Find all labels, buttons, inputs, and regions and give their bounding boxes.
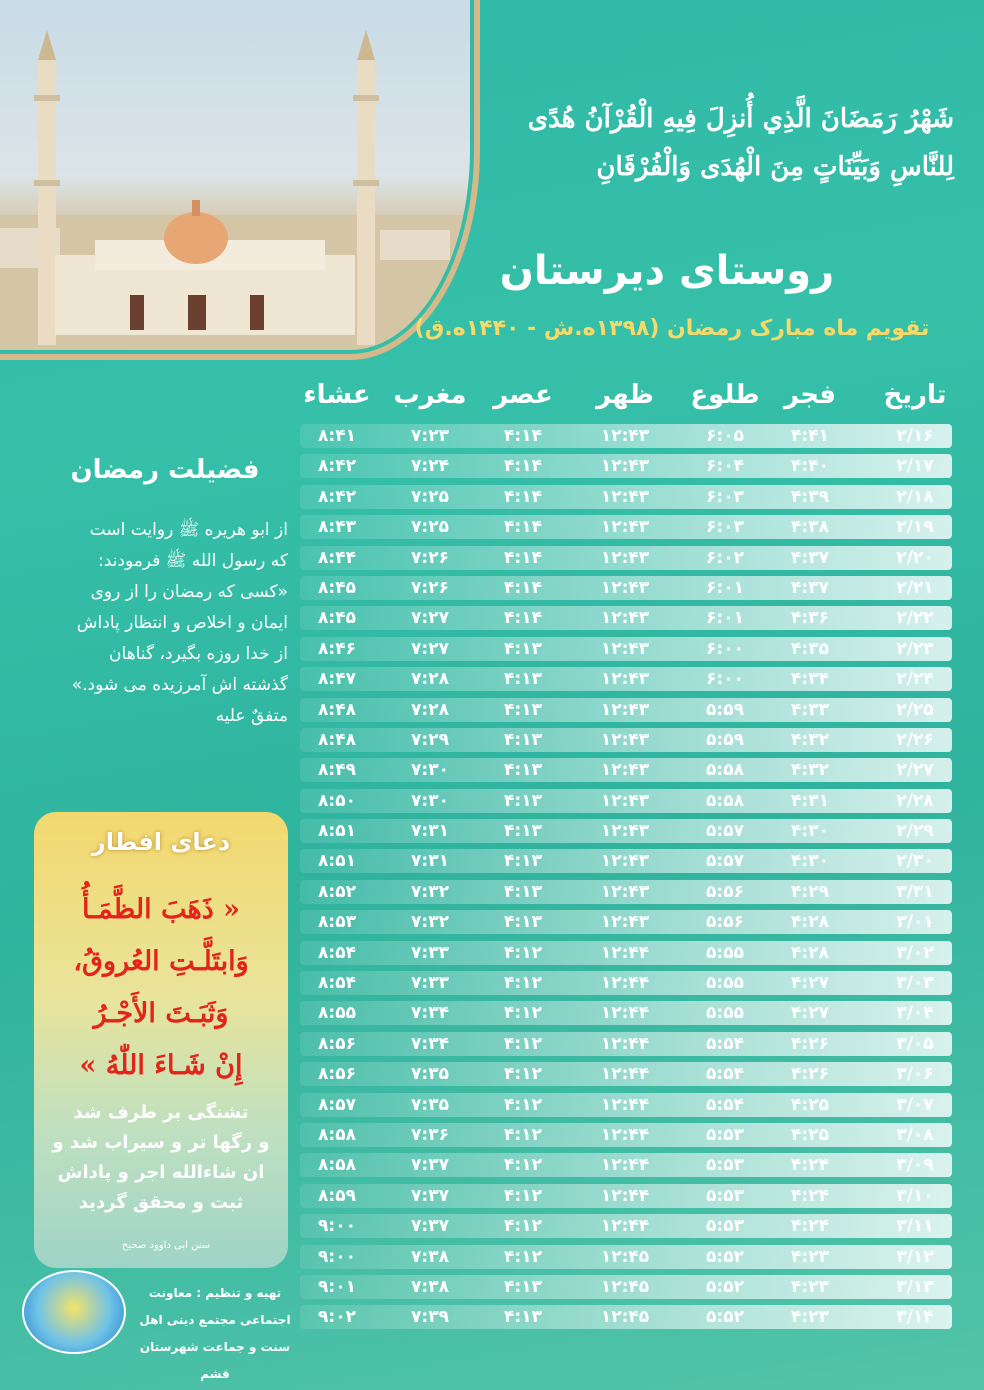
dua-arabic-line: إِنْ شَـاءَ اللّٰهُ » (79, 1050, 243, 1081)
cell-asr: ۴:۱۲ (504, 1246, 542, 1267)
cell-date: ۳/۱۴ (896, 1307, 934, 1328)
cell-date: ۳/۰۱ (896, 912, 934, 933)
cell-asr: ۴:۱۳ (504, 669, 542, 690)
credits-line: اجتماعی مجتمع دینی اهل (139, 1313, 291, 1327)
cell-dhuhr: ۱۲:۴۴ (600, 1094, 650, 1115)
cell-sunrise: ۵:۵۴ (706, 1033, 744, 1054)
cell-asr: ۴:۱۳ (504, 912, 542, 933)
dua-arabic-line: وَثَبَـتَ الأَجْـرُ (93, 998, 229, 1029)
cell-date: ۲/۲۹ (896, 821, 934, 842)
cell-date: ۲/۲۳ (896, 638, 934, 659)
cell-asr: ۴:۱۴ (504, 486, 542, 507)
table-row (300, 698, 952, 722)
cell-isha: ۸:۴۷ (318, 669, 356, 690)
cell-maghrib: ۷:۲۵ (411, 486, 449, 507)
cell-fajr: ۴:۳۳ (791, 699, 829, 720)
cell-fajr: ۴:۲۵ (791, 1124, 829, 1145)
cell-asr: ۴:۱۲ (504, 1033, 542, 1054)
cell-dhuhr: ۱۲:۴۳ (600, 486, 650, 507)
cell-maghrib: ۷:۳۲ (411, 912, 449, 933)
cell-asr: ۴:۱۳ (504, 699, 542, 720)
cell-isha: ۸:۴۹ (318, 760, 356, 781)
organization-logo (22, 1270, 126, 1354)
cell-fajr: ۴:۲۵ (791, 1094, 829, 1115)
cell-maghrib: ۷:۲۸ (411, 699, 449, 720)
cell-sunrise: ۶:۰۱ (706, 608, 744, 629)
cell-maghrib: ۷:۲۶ (411, 547, 449, 568)
table-row (300, 819, 952, 843)
cell-dhuhr: ۱۲:۴۴ (600, 973, 650, 994)
table-row (300, 728, 952, 752)
table-row (300, 515, 952, 539)
dua-translation-line: و رگها تر و سیراب شد و (52, 1132, 270, 1153)
cell-sunrise: ۵:۵۶ (706, 912, 744, 933)
table-row (300, 1245, 952, 1269)
cell-isha: ۸:۴۴ (318, 547, 356, 568)
cell-date: ۳/۰۷ (896, 1094, 934, 1115)
cell-maghrib: ۷:۲۷ (411, 608, 449, 629)
cell-asr: ۴:۱۲ (504, 973, 542, 994)
dua-arabic-line: وَابتَلَّـتِ العُروقُ، (73, 946, 249, 977)
cell-sunrise: ۵:۵۸ (706, 790, 744, 811)
cell-asr: ۴:۱۳ (504, 821, 542, 842)
cell-maghrib: ۷:۳۷ (411, 1185, 449, 1206)
calendar-subtitle: تقویم ماه مبارک رمضان (۱۳۹۸ه.ش - ۱۴۴۰ه.ق) (414, 316, 930, 341)
table-row (300, 1305, 952, 1329)
table-row (300, 1153, 952, 1177)
cell-sunrise: ۵:۵۸ (706, 760, 744, 781)
cell-asr: ۴:۱۴ (504, 426, 542, 446)
cell-asr: ۴:۱۲ (504, 942, 542, 963)
col-header-dhuhr: ظهر (596, 380, 654, 410)
cell-sunrise: ۵:۵۲ (706, 1307, 744, 1328)
table-row (300, 1214, 952, 1238)
cell-isha: ۸:۵۷ (318, 1094, 356, 1115)
quran-line-1: شَهْرُ رَمَضَانَ الَّذِي أُنزِلَ فِيهِ الْقُرْآنُ هُدًى (527, 104, 954, 134)
cell-fajr: ۴:۳۰ (791, 851, 829, 872)
dua-translation-line: ان شاءالله اجر و پاداش (57, 1162, 265, 1183)
cell-isha: ۸:۵۱ (318, 821, 356, 842)
cell-maghrib: ۷:۳۹ (411, 1307, 449, 1328)
cell-sunrise: ۶:۰۵ (706, 426, 744, 446)
cell-fajr: ۴:۳۷ (791, 577, 829, 598)
cell-date: ۳/۰۲ (896, 942, 934, 963)
cell-date: ۲/۳۰ (896, 851, 934, 872)
cell-fajr: ۴:۲۶ (791, 1033, 829, 1054)
cell-dhuhr: ۱۲:۴۳ (600, 821, 650, 842)
cell-dhuhr: ۱۲:۴۳ (600, 729, 650, 750)
cell-maghrib: ۷:۳۰ (411, 790, 449, 811)
cell-fajr: ۴:۲۴ (791, 1216, 829, 1237)
cell-dhuhr: ۱۲:۴۴ (600, 1185, 650, 1206)
cell-date: ۲/۲۲ (896, 608, 934, 629)
table-row (300, 758, 952, 782)
table-row (300, 576, 952, 600)
cell-fajr: ۴:۲۴ (791, 1155, 829, 1176)
cell-isha: ۸:۵۶ (318, 1064, 356, 1085)
prayer-times-table (300, 424, 952, 1336)
table-row (300, 1032, 952, 1056)
cell-asr: ۴:۱۳ (504, 729, 542, 750)
cell-asr: ۴:۱۲ (504, 1003, 542, 1024)
cell-dhuhr: ۱۲:۴۴ (600, 1064, 650, 1085)
cell-isha: ۸:۵۸ (318, 1155, 356, 1176)
cell-fajr: ۴:۲۳ (791, 1276, 829, 1297)
col-header-isha: عشاء (303, 380, 371, 410)
cell-asr: ۴:۱۴ (504, 547, 542, 568)
cell-isha: ۸:۵۶ (318, 1033, 356, 1054)
table-row (300, 1184, 952, 1208)
cell-dhuhr: ۱۲:۴۵ (600, 1307, 650, 1328)
cell-sunrise: ۶:۰۰ (706, 669, 744, 690)
cell-dhuhr: ۱۲:۴۵ (600, 1246, 650, 1267)
dua-box (34, 812, 288, 1268)
cell-fajr: ۴:۲۶ (791, 1064, 829, 1085)
cell-fajr: ۴:۲۳ (791, 1246, 829, 1267)
cell-isha: ۸:۴۵ (318, 608, 356, 629)
cell-maghrib: ۷:۳۷ (411, 1216, 449, 1237)
cell-date: ۳/۰۳ (896, 973, 934, 994)
table-row (300, 485, 952, 509)
cell-sunrise: ۵:۵۳ (706, 1185, 744, 1206)
cell-isha: ۸:۵۴ (318, 942, 356, 963)
credits (130, 1280, 300, 1388)
cell-date: ۳/۰۵ (896, 1033, 934, 1054)
virtue-line: از خدا روزه بگیرد، گناهان (109, 644, 288, 664)
cell-asr: ۴:۱۳ (504, 851, 542, 872)
col-header-sunrise: طلوع (690, 380, 760, 410)
table-row (300, 971, 952, 995)
cell-asr: ۴:۱۲ (504, 1155, 542, 1176)
cell-fajr: ۴:۲۸ (791, 942, 829, 963)
quran-verse (414, 95, 954, 191)
virtue-title: فضیلت رمضان (70, 455, 260, 485)
cell-dhuhr: ۱۲:۴۳ (600, 638, 650, 659)
cell-maghrib: ۷:۲۵ (411, 517, 449, 538)
cell-sunrise: ۵:۵۴ (706, 1094, 744, 1115)
col-header-fajr: فجر (784, 380, 836, 410)
credits-line: سنت و جماعت شهرستان قشم (139, 1340, 291, 1381)
cell-fajr: ۴:۴۰ (791, 456, 829, 477)
cell-fajr: ۴:۳۲ (791, 729, 829, 750)
cell-isha: ۸:۵۹ (318, 1185, 356, 1206)
cell-sunrise: ۵:۵۹ (706, 699, 744, 720)
cell-maghrib: ۷:۳۷ (411, 1155, 449, 1176)
cell-asr: ۴:۱۲ (504, 1185, 542, 1206)
cell-maghrib: ۷:۳۵ (411, 1064, 449, 1085)
cell-asr: ۴:۱۴ (504, 517, 542, 538)
cell-sunrise: ۵:۵۴ (706, 1064, 744, 1085)
col-header-asr: عصر (493, 380, 553, 410)
cell-dhuhr: ۱۲:۴۴ (600, 942, 650, 963)
cell-isha: ۸:۵۲ (318, 881, 356, 902)
cell-maghrib: ۷:۲۴ (411, 456, 449, 477)
cell-isha: ۸:۵۴ (318, 973, 356, 994)
cell-isha: ۹:۰۱ (318, 1276, 356, 1297)
cell-sunrise: ۶:۰۳ (706, 486, 744, 507)
photo-frame (0, 0, 480, 360)
dua-translation (34, 1098, 288, 1218)
table-row (300, 849, 952, 873)
cell-fajr: ۴:۲۳ (791, 1307, 829, 1328)
cell-dhuhr: ۱۲:۴۴ (600, 1003, 650, 1024)
cell-date: ۲/۲۰ (896, 547, 934, 568)
virtue-line: ایمان و اخلاص و انتظار پاداش (76, 613, 288, 633)
cell-isha: ۸:۴۲ (318, 456, 356, 477)
quran-line-2: لِلنَّاسِ وَبَيِّنَاتٍ مِنَ الْهُدَى وَالْفُرْقَانِ (596, 152, 954, 182)
cell-date: ۲/۲۶ (896, 729, 934, 750)
cell-date: ۳/۰۴ (896, 1003, 934, 1024)
cell-fajr: ۴:۲۴ (791, 1185, 829, 1206)
cell-maghrib: ۷:۳۶ (411, 1124, 449, 1145)
cell-dhuhr: ۱۲:۴۳ (600, 608, 650, 629)
cell-asr: ۴:۱۳ (504, 1307, 542, 1328)
cell-asr: ۴:۱۳ (504, 760, 542, 781)
cell-asr: ۴:۱۴ (504, 608, 542, 629)
cell-fajr: ۴:۳۷ (791, 547, 829, 568)
dua-arabic-line: « ذَهَبَ الظَّمَـأُ (81, 894, 241, 925)
cell-sunrise: ۵:۵۶ (706, 881, 744, 902)
cell-dhuhr: ۱۲:۴۳ (600, 456, 650, 477)
virtue-line: گذشته اش آمرزیده می شود.» (71, 675, 288, 695)
dua-title: دعای افطار (91, 828, 231, 856)
cell-fajr: ۴:۲۸ (791, 912, 829, 933)
cell-sunrise: ۶:۰۲ (706, 547, 744, 568)
col-header-date: تاریخ (883, 380, 947, 410)
cell-maghrib: ۷:۳۱ (411, 851, 449, 872)
cell-sunrise: ۶:۰۳ (706, 517, 744, 538)
cell-isha: ۹:۰۲ (318, 1307, 356, 1328)
cell-dhuhr: ۱۲:۴۴ (600, 1033, 650, 1054)
cell-dhuhr: ۱۲:۴۳ (600, 547, 650, 568)
cell-dhuhr: ۱۲:۴۳ (600, 577, 650, 598)
cell-isha: ۸:۵۸ (318, 1124, 356, 1145)
cell-asr: ۴:۱۴ (504, 456, 542, 477)
dua-translation-line: تشنگی بر طرف شد (73, 1102, 249, 1123)
cell-date: ۲/۲۱ (896, 577, 934, 598)
virtue-text (26, 515, 288, 732)
cell-asr: ۴:۱۳ (504, 881, 542, 902)
cell-date: ۲/۱۶ (896, 426, 934, 446)
table-row (300, 941, 952, 965)
cell-date: ۲/۲۵ (896, 699, 934, 720)
cell-dhuhr: ۱۲:۴۴ (600, 1216, 650, 1237)
cell-sunrise: ۵:۵۲ (706, 1276, 744, 1297)
cell-date: ۳/۱۳ (896, 1276, 934, 1297)
cell-maghrib: ۷:۲۳ (411, 426, 449, 446)
cell-fajr: ۴:۲۷ (791, 1003, 829, 1024)
virtue-line: که رسول الله ﷺ فرمودند: (98, 551, 288, 571)
cell-date: ۳/۱۲ (896, 1246, 934, 1267)
cell-asr: ۴:۱۲ (504, 1094, 542, 1115)
cell-isha: ۸:۴۵ (318, 577, 356, 598)
cell-maghrib: ۷:۳۴ (411, 1033, 449, 1054)
cell-sunrise: ۶:۰۰ (706, 638, 744, 659)
cell-asr: ۴:۱۲ (504, 1124, 542, 1145)
table-row (300, 424, 952, 448)
cell-isha: ۸:۴۱ (318, 426, 356, 446)
cell-fajr: ۴:۳۱ (791, 790, 829, 811)
cell-maghrib: ۷:۳۴ (411, 1003, 449, 1024)
table-row (300, 1275, 952, 1299)
dua-source: سنن ابی داوود صحیح (121, 1240, 211, 1251)
table-row (300, 454, 952, 478)
table-row (300, 1062, 952, 1086)
cell-sunrise: ۵:۵۳ (706, 1216, 744, 1237)
cell-isha: ۸:۵۰ (318, 790, 356, 811)
virtue-line: «کسی که رمضان را از روی (90, 582, 288, 602)
cell-dhuhr: ۱۲:۴۳ (600, 699, 650, 720)
cell-dhuhr: ۱۲:۴۳ (600, 881, 650, 902)
cell-date: ۳/۰۶ (896, 1064, 934, 1085)
cell-sunrise: ۵:۵۵ (706, 973, 744, 994)
cell-asr: ۴:۱۲ (504, 1064, 542, 1085)
cell-dhuhr: ۱۲:۴۳ (600, 517, 650, 538)
cell-asr: ۴:۱۳ (504, 638, 542, 659)
cell-sunrise: ۵:۵۷ (706, 821, 744, 842)
cell-dhuhr: ۱۲:۴۳ (600, 760, 650, 781)
cell-isha: ۸:۴۳ (318, 517, 356, 538)
cell-asr: ۴:۱۳ (504, 790, 542, 811)
cell-date: ۳/۱۱ (896, 1216, 934, 1237)
cell-maghrib: ۷:۳۳ (411, 973, 449, 994)
cell-date: ۳/۳۱ (896, 881, 934, 902)
cell-sunrise: ۵:۵۳ (706, 1124, 744, 1145)
cell-fajr: ۴:۳۸ (791, 517, 829, 538)
cell-dhuhr: ۱۲:۴۵ (600, 1276, 650, 1297)
cell-isha: ۸:۵۱ (318, 851, 356, 872)
virtue-line: متفقٌ علیه (215, 706, 288, 726)
cell-sunrise: ۶:۰۴ (706, 456, 744, 477)
cell-sunrise: ۵:۵۹ (706, 729, 744, 750)
cell-maghrib: ۷:۳۰ (411, 760, 449, 781)
table-row (300, 606, 952, 630)
table-row (300, 667, 952, 691)
cell-dhuhr: ۱۲:۴۴ (600, 1155, 650, 1176)
cell-sunrise: ۵:۵۷ (706, 851, 744, 872)
table-row (300, 1001, 952, 1025)
cell-isha: ۸:۴۶ (318, 638, 356, 659)
cell-date: ۳/۰۹ (896, 1155, 934, 1176)
cell-dhuhr: ۱۲:۴۳ (600, 851, 650, 872)
cell-dhuhr: ۱۲:۴۴ (600, 1124, 650, 1145)
cell-isha: ۹:۰۰ (318, 1246, 356, 1267)
cell-date: ۲/۲۸ (896, 790, 934, 811)
cell-sunrise: ۵:۵۳ (706, 1155, 744, 1176)
page-title: روستای دیرستان (499, 248, 835, 294)
cell-maghrib: ۷:۳۵ (411, 1094, 449, 1115)
cell-isha: ۸:۵۳ (318, 912, 356, 933)
table-row (300, 1123, 952, 1147)
cell-fajr: ۴:۳۴ (791, 669, 829, 690)
cell-isha: ۸:۴۸ (318, 729, 356, 750)
cell-maghrib: ۷:۲۷ (411, 638, 449, 659)
cell-dhuhr: ۱۲:۴۳ (600, 912, 650, 933)
cell-date: ۳/۱۰ (896, 1185, 934, 1206)
table-row (300, 546, 952, 570)
cell-date: ۲/۱۸ (896, 486, 934, 507)
cell-fajr: ۴:۳۹ (791, 486, 829, 507)
cell-maghrib: ۷:۲۶ (411, 577, 449, 598)
cell-sunrise: ۵:۵۵ (706, 1003, 744, 1024)
cell-dhuhr: ۱۲:۴۳ (600, 669, 650, 690)
cell-date: ۲/۲۴ (896, 669, 934, 690)
cell-isha: ۹:۰۰ (318, 1216, 356, 1237)
table-row (300, 880, 952, 904)
dua-translation-line: ثبت و محقق گردید (78, 1192, 244, 1213)
cell-asr: ۴:۱۳ (504, 1276, 542, 1297)
cell-fajr: ۴:۳۰ (791, 821, 829, 842)
cell-sunrise: ۵:۵۲ (706, 1246, 744, 1267)
cell-sunrise: ۶:۰۱ (706, 577, 744, 598)
cell-maghrib: ۷:۲۹ (411, 729, 449, 750)
cell-isha: ۸:۴۲ (318, 486, 356, 507)
cell-date: ۲/۲۷ (896, 760, 934, 781)
cell-fajr: ۴:۳۶ (791, 608, 829, 629)
cell-fajr: ۴:۳۲ (791, 760, 829, 781)
col-header-maghrib: مغرب (393, 380, 467, 410)
cell-asr: ۴:۱۲ (504, 1216, 542, 1237)
cell-fajr: ۴:۳۵ (791, 638, 829, 659)
table-row (300, 1093, 952, 1117)
table-row (300, 910, 952, 934)
cell-maghrib: ۷:۳۱ (411, 821, 449, 842)
cell-sunrise: ۵:۵۵ (706, 942, 744, 963)
virtue-line: از ابو هریره ﷺ روایت است (89, 520, 288, 540)
cell-fajr: ۴:۲۷ (791, 973, 829, 994)
cell-dhuhr: ۱۲:۴۳ (600, 790, 650, 811)
table-row (300, 789, 952, 813)
cell-maghrib: ۷:۳۸ (411, 1246, 449, 1267)
cell-maghrib: ۷:۳۲ (411, 881, 449, 902)
cell-isha: ۸:۴۸ (318, 699, 356, 720)
cell-maghrib: ۷:۳۳ (411, 942, 449, 963)
cell-maghrib: ۷:۲۸ (411, 669, 449, 690)
credits-line: تهیه و تنظیم : معاونت (148, 1286, 282, 1300)
table-row (300, 637, 952, 661)
cell-isha: ۸:۵۵ (318, 1003, 356, 1024)
cell-date: ۲/۱۹ (896, 517, 934, 538)
cell-dhuhr: ۱۲:۴۳ (600, 426, 650, 446)
cell-fajr: ۴:۲۹ (791, 881, 829, 902)
cell-asr: ۴:۱۴ (504, 577, 542, 598)
cell-date: ۳/۰۸ (896, 1124, 934, 1145)
dua-arabic (34, 884, 288, 1092)
cell-fajr: ۴:۴۱ (791, 426, 829, 446)
cell-maghrib: ۷:۳۸ (411, 1276, 449, 1297)
cell-date: ۲/۱۷ (896, 456, 934, 477)
